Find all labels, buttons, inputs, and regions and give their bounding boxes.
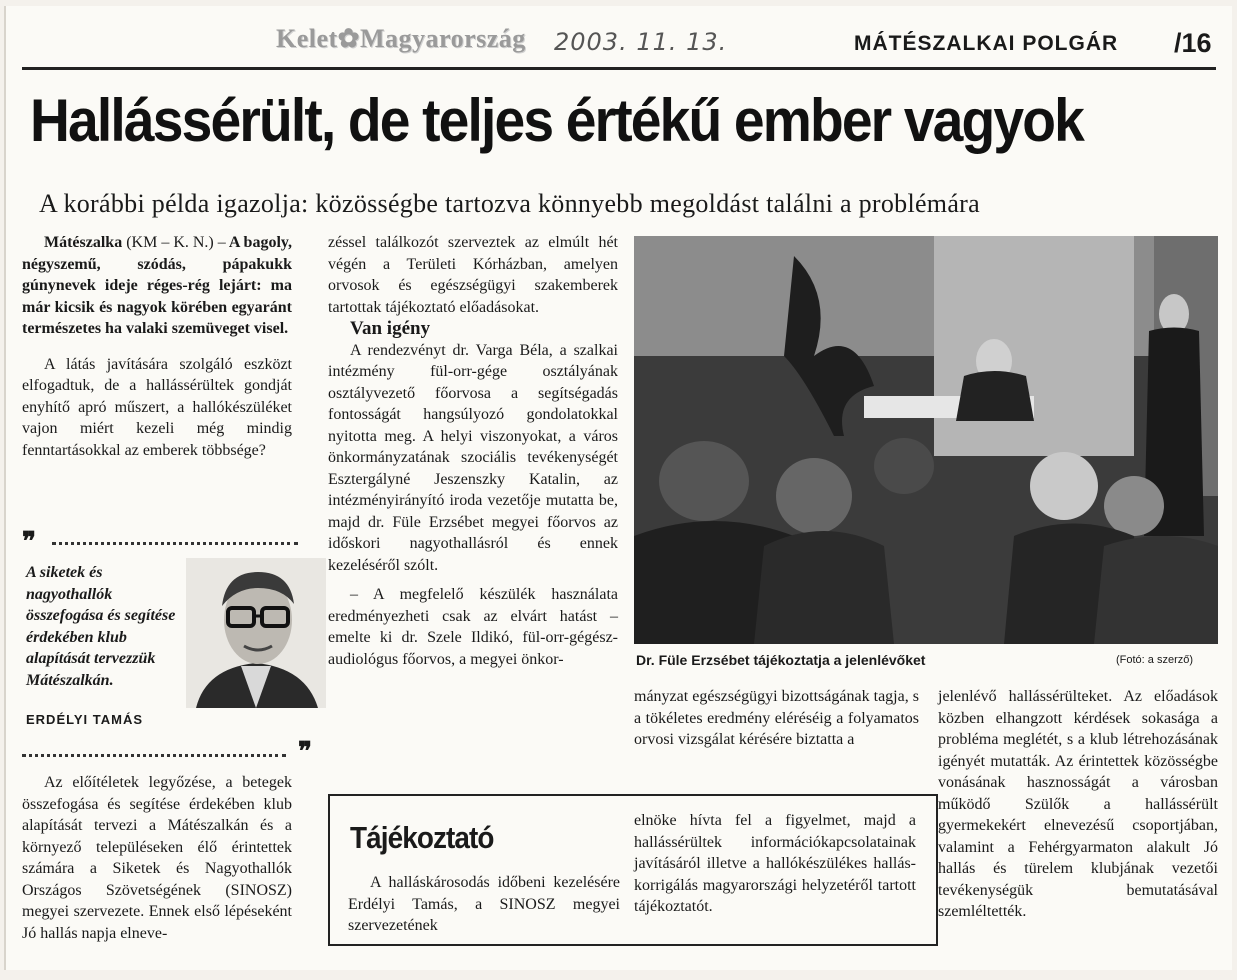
lead-text: A bagoly, négyszemű, szódás, pápakukk gúnynevek ideje réges-rég lejárt: ma már kicsik és nagyok körében egyaránt természetes ha valaki szemüveget visel. xyxy=(22,234,293,337)
handwritten-date: 2003. 11. 13. xyxy=(554,28,728,56)
quote-open-mark: ❞ xyxy=(22,532,298,555)
byline: ERDÉLYI TAMÁS xyxy=(26,712,144,727)
dateline-source: (KM – K. N.) – xyxy=(126,234,226,251)
article-column-3 xyxy=(634,686,919,751)
newspaper-clipping: Kelet✿Magyarország 2003. 11. 13. MÁTÉSZALKAI POLGÁR /16 Hallássérült, de teljes értékű ember vagyok A korábbi példa igazolja: közösségbe tartozva könnyebb megoldást találni a problémára Mátészalka (KM – K. N.) – A bagoly, négyszemű, szódás, pápakukk gúnynevek ideje réges-rég lejárt: ma már kicsik és nagyok körében egyaránt természetes ha valaki szemüveget visel. A látás javítására szolgáló eszközt elfogadtuk, de a hallássérültek gondját enyhítő apró műszert, a hallókészüléket vajon miért kezeli még mindig fenntartásokkal az emberek többsége? ❞ A siketek és nagyothallók összefogása és segítése érdekében klub alapítását tervezzük Mátészalkán. ERDÉLYI TAMÁS ❞ Az előítéletek legyőzése, a betegek összefogása és segítése érdekében klub alapítását tervezi a Mátészalkán és a környező településeken élő érintettek számára a Siketek és Nagyothallók Országos Szövetségének (SINOSZ) megyei szervezete. Ennek első lépéseként Jó hallás napja elneve- zéssel találkozót szerveztek az elmúlt hét végén a Területi Kórházban, amelyen orvosok és egészségügyi szakemberek tartottak tájékoztató előadásokat. Van igény A rendezvényt dr. Varga Béla, a szalkai intézmény fül-orr-gége osztályának osztályvezető főorvosa a segítségadás fontosságát hangsúlyozó gondolatokkal nyitotta meg. A helyi viszonyokat, a város önkormányzatának szociális tevékenységét Esztergályné Jeszenszky Katalin, az intézményirányító iroda vezetője mutatta be, majd dr. Füle Erzsébet megyei főorvos az időskori nagyothallásról és ennek kezeléséről szólt. – A megfelelő készülék használata eredményezheti csak az elvárt hatást – emelte ki dr. Szele Ildikó, fül-orr-gégész-audiológus főorvos, a megyei önkor- Dr. Füle Erzsébet tájékoztatja a jelenlévőket (Fotó: a szerző) mányzat egészségügyi bizottságának tagja, s a tökéletes eredmény eléréséig a folyamatos orvosi vizsgálat kérésére biztatta a jelenlévő hallássérülteket. Az előadások közben elhangzott kérdések sokasága a probléma meglétét, s a klub létrehozásának igényét mutatták. Az érintettek közösségbe vonásának hasznosságát a városban működő Szülők a hallássérült gyermekekért elnevezésű csoportjában, valamint a Fehérgyarmaton alakult Jó hallás és türelem klubjának vezetői tevékenységük bemutatásával szemléltették. Tájékoztató A halláskárosodás időbeni kezelésére Erdélyi Tamás, a SINOSZ megyei szervezetének elnöke hívta fel a figyelmet, majd a hallássérültek információkapcsolatainak javításáról illetve a hallókészülékes halláskorrigálás magyarországi helyzetéről tartott tájékoztatót. xyxy=(4,6,1232,970)
event-photo xyxy=(634,236,1218,644)
article-column-1 xyxy=(22,232,292,461)
portrait-photo xyxy=(186,558,326,708)
article-column-2 xyxy=(328,232,618,670)
pull-quote: A siketek és nagyothallók összefogása és segítése érdekében klub alapítását tervezzük Mátészalkán. xyxy=(26,564,176,689)
body-paragraph: Az előítéletek legyőzése, a betegek összefogása és segítése érdekében klub alapítását tervezi a Mátészalkán és a környező településeken élő érintettek számára a Siketek és Nagyothallók Országos Szövetségének (SINOSZ) megyei szervezete. Ennek első lépéseként Jó hallás napja elneve- xyxy=(22,774,292,942)
body-paragraph: zéssel találkozót szerveztek az elmúlt hét végén a Területi Kórházban, amelyen orvosok és egészségügyi szakemberek tartottak tájékoztató előadásokat. xyxy=(328,234,618,316)
lead-paragraph xyxy=(22,232,292,340)
info-box-left-text: A halláskárosodás időbeni kezelésére Erdélyi Tamás, a SINOSZ megyei szervezetének xyxy=(348,874,620,934)
section-heading: Van igény xyxy=(350,318,431,339)
masthead-divider xyxy=(22,67,1216,70)
article-column-1-continued xyxy=(22,772,292,944)
photo-credit: (Fotó: a szerző) xyxy=(1116,654,1194,666)
body-paragraph: A látás javítására szolgáló eszközt elfogadtuk, de a hallássérültek gondját enyhítő apró műszert, a hallókészüléket vajon miért kezeli még mindig fenntartásokkal az emberek többsége? xyxy=(22,355,292,459)
info-box-title: Tájékoztató xyxy=(350,820,494,855)
body-paragraph: jelenlévő hallássérülteket. Az előadások közben elhangzott kérdések sokasága a probléma meglétét, s a klub létrehozásának igényét mutatták. Az érintettek közösségbe vonásának hasznosságát a városban működő Szülők a hallássérült gyermekekért elnevezésű csoportjában, valamint a Fehérgyarmaton alakult Jó hallás és türelem klubjának vezetői tevékenységük bemutatásával szemléltették. xyxy=(938,688,1218,920)
dateline-city: Mátészalka xyxy=(44,234,123,251)
article-subheadline: A korábbi példa igazolja: közösségbe tartozva könnyebb megoldást találni a problémára xyxy=(39,189,980,218)
photo-caption: Dr. Füle Erzsébet tájékoztatja a jelenlévőket xyxy=(636,652,926,668)
body-paragraph: mányzat egészségügyi bizottságának tagja, s a tökéletes eredmény eléréséig a folyamatos orvosi vizsgálat kérésére biztatta a xyxy=(634,688,919,748)
info-box-right-text: elnöke hívta fel a figyelmet, majd a hallássérültek információkapcsolatainak javításáról illetve a hallókészülékes halláskorrigálás magyarországi helyzetéről tartott tájékoztatót. xyxy=(634,812,916,915)
article-column-4 xyxy=(938,686,1218,923)
newspaper-logo: Kelet✿Magyarország xyxy=(276,24,526,53)
section-title: MÁTÉSZALKAI POLGÁR xyxy=(854,32,1119,55)
info-box xyxy=(328,794,938,946)
body-paragraph: – A megfelelő készülék használata eredményezheti csak az elvárt hatást – emelte ki dr. Szele Ildikó, fül-orr-gégész-audiológus főorvos, a megyei önkor- xyxy=(328,586,618,668)
page-number: /16 xyxy=(1174,28,1212,58)
body-paragraph: A rendezvényt dr. Varga Béla, a szalkai intézmény fül-orr-gége osztályának osztályvezető főorvosa a segítségadás fontosságát hangsúlyozó gondolatokkal nyitotta meg. A helyi viszonyokat, a város önkormányzatának szociális tevékenységét Esztergályné Jeszenszky Katalin, az intézményirányító iroda vezetője mutatta be, majd dr. Füle Erzsébet megyei főorvos az időskori nagyothallásról és ennek kezeléséről szólt. xyxy=(328,341,618,574)
article-headline: Hallássérült, de teljes értékű ember vagyok xyxy=(30,87,1084,154)
